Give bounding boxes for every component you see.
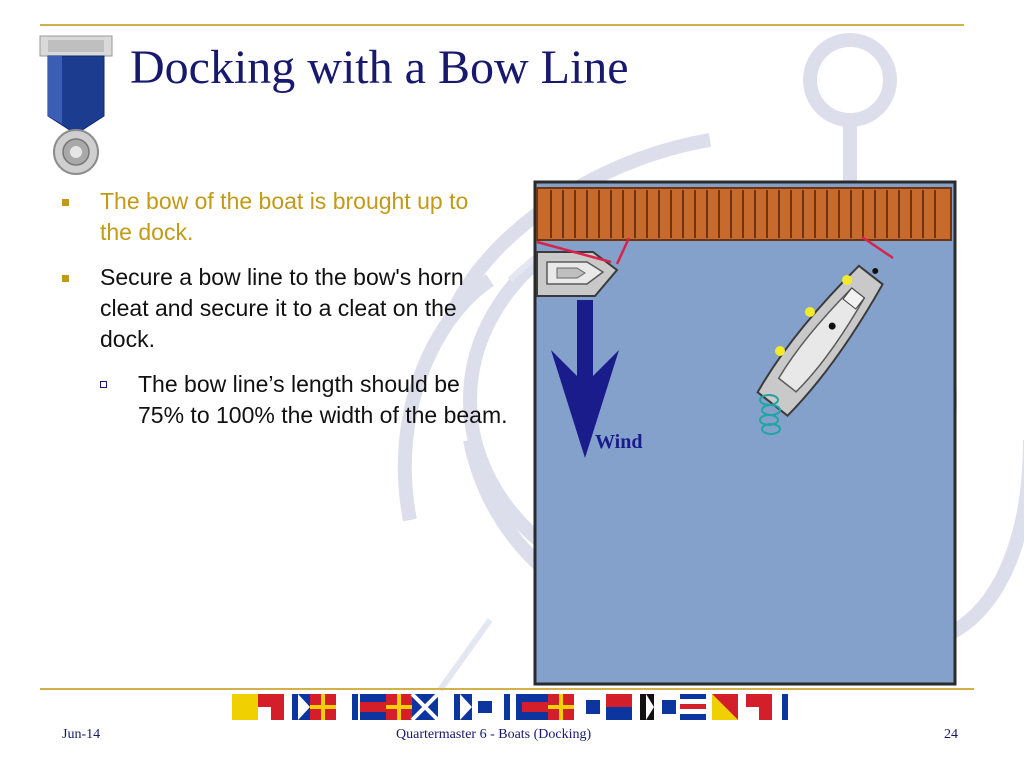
sub-bullet-item-1 xyxy=(62,369,508,431)
bullet-text: The bow of the boat is brought up to the dock. xyxy=(100,188,469,245)
fender-3 xyxy=(775,346,785,356)
bullet-marker xyxy=(62,199,69,206)
bullet-item-2 xyxy=(62,262,502,355)
footer-page-number: 24 xyxy=(944,727,958,742)
bullet-item-1 xyxy=(62,186,502,248)
signal-flags-icon xyxy=(232,694,798,720)
footer-date: Jun-14 xyxy=(62,727,101,742)
sub-bullet-text: The bow line’s length should be 75% to 100% the width of the beam. xyxy=(138,371,508,428)
bottom-rule xyxy=(40,688,974,690)
bullet-marker xyxy=(62,275,69,282)
wind-label: Wind xyxy=(595,431,643,453)
bullet-list xyxy=(62,186,508,431)
docking-diagram xyxy=(533,180,959,688)
page-title: Docking with a Bow Line xyxy=(130,41,629,94)
medal-icon xyxy=(38,28,120,178)
fender-2 xyxy=(805,307,815,317)
footer-title: Quartermaster 6 - Boats (Docking) xyxy=(396,727,592,742)
fender-1 xyxy=(842,275,852,285)
sub-bullet-marker xyxy=(100,381,107,388)
top-rule xyxy=(40,24,964,26)
bullet-text: Secure a bow line to the bow's horn cleat and secure it to a cleat on the dock. xyxy=(100,264,464,352)
